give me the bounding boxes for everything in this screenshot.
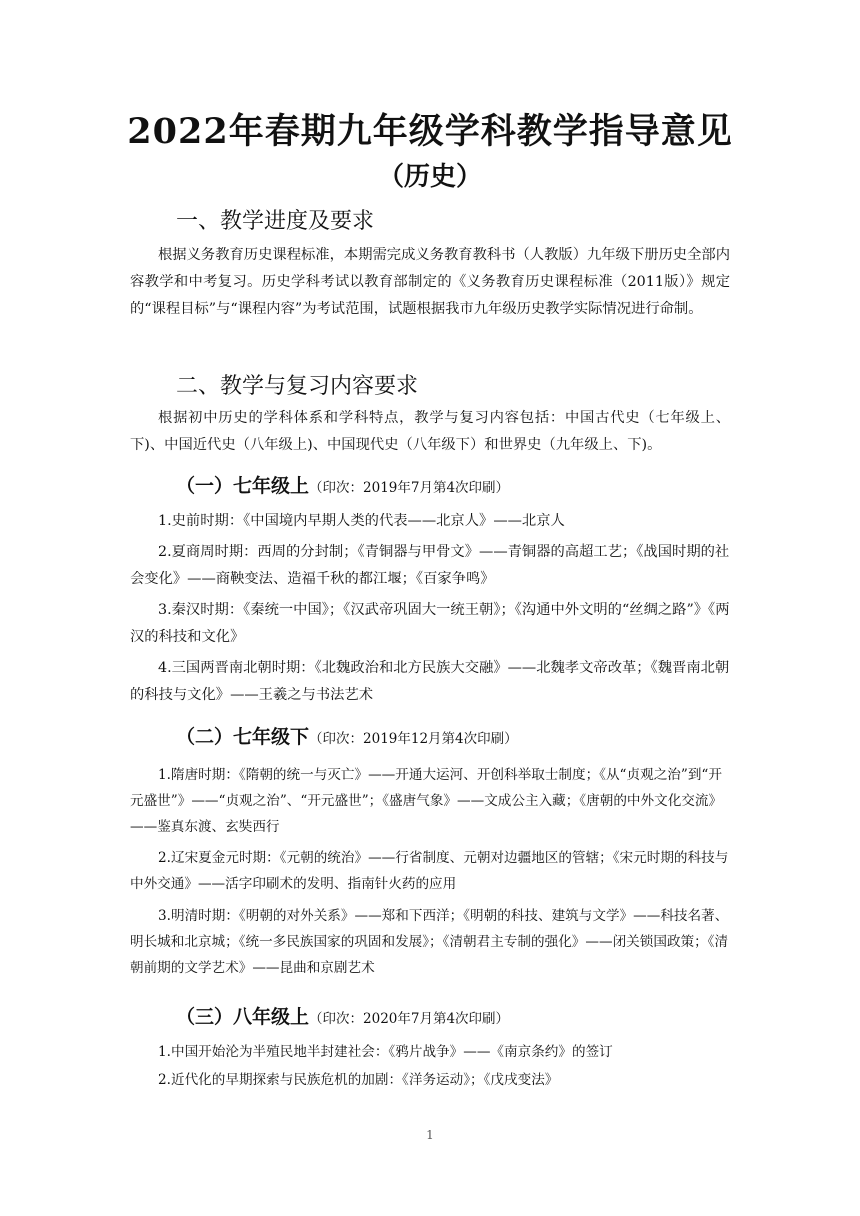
list-item: 1.隋唐时期：《隋朝的统一与灭亡》——开通大运河、开创科举取士制度；《从“贞观之治”到“开元盛世”》——“贞观之治”、“开元盛世”；《盛唐气象》——文成公主入藏；《唐朝的中外文化交流》——鉴真东渡、玄奘西行 — [130, 767, 723, 835]
list-item: 3.秦汉时期：《秦统一中国》；《汉武帝巩固大一统王朝》；《沟通中外文明的“丝绸之路”》《两汉的科技和文化》 — [130, 602, 730, 645]
list-item: 1.史前时期：《中国境内早期人类的代表——北京人》——北京人 — [158, 513, 565, 529]
subsection-label: （一）七年级上 — [176, 475, 310, 497]
list-item: 3.明清时期：《明朝的对外关系》——郑和下西洋；《明朝的科技、建筑与文学》——科技名著、明长城和北京城；《统一多民族国家的巩固和发展》；《清朝君主专制的强化》——闭关锁国政策；《清朝前期的文学艺术》——昆曲和京剧艺术 — [130, 908, 729, 976]
subsection-note: （印次：2019年7月第4次印刷） — [309, 480, 510, 496]
list-item: 2.夏商周时期：西周的分封制；《青铜器与甲骨文》——青铜器的高超工艺；《战国时期的社会变化》——商鞅变法、造福千秋的都江堰；《百家争鸣》 — [130, 544, 730, 587]
page-subtitle: （历史） — [377, 162, 482, 192]
list-item: 2.辽宋夏金元时期：《元朝的统治》——行省制度、元朝对边疆地区的管辖；《宋元时期的科技与中外交通》——活字印刷术的发明、指南针火药的应用 — [130, 850, 729, 892]
section-paragraph-2: 根据初中历史的学科体系和学科特点，教学与复习内容包括：中国古代史（七年级上、下)、中国近代史（八年级上)、中国现代史（八年级下）和世界史（九年级上、下)。 — [130, 410, 730, 453]
subsection-label: （三）八年级上 — [176, 1006, 310, 1028]
page-number: 1 — [426, 1128, 434, 1142]
subsection-heading-2 — [176, 722, 518, 749]
section-heading-2: 二、教学与复习内容要求 — [176, 374, 419, 399]
list-item: 1.中国开始沦为半殖民地半封建社会：《鸦片战争》——《南京条约》的签订 — [158, 1044, 613, 1060]
subsection-heading-3 — [176, 1002, 509, 1029]
subsection-heading-1 — [176, 471, 509, 498]
section-paragraph-1: 根据义务教育历史课程标准，本期需完成义务教育教科书（人教版）九年级下册历史全部内容教学和中考复习。历史学科考试以教育部制定的《义务教育历史课程标准（2011版）》规定的“课程目标”与“课程内容”为考试范围，试题根据我市九年级历史教学实际情况进行命制。 — [130, 247, 730, 317]
subsection-note: （印次：2019年12月第4次印刷） — [309, 731, 518, 747]
list-item: 4.三国两晋南北朝时期：《北魏政治和北方民族大交融》——北魏孝文帝改革；《魏晋南北朝的科技与文化》——王羲之与书法艺术 — [130, 660, 730, 703]
section-heading-1: 一、教学进度及要求 — [176, 209, 375, 234]
subsection-label: （二）七年级下 — [176, 726, 310, 748]
list-item: 2.近代化的早期探索与民族危机的加剧：《洋务运动》；《戊戌变法》 — [158, 1072, 559, 1088]
page-title: 2022年春期九年级学科教学指导意见 — [127, 111, 733, 152]
subsection-note: （印次：2020年7月第4次印刷） — [309, 1011, 510, 1027]
